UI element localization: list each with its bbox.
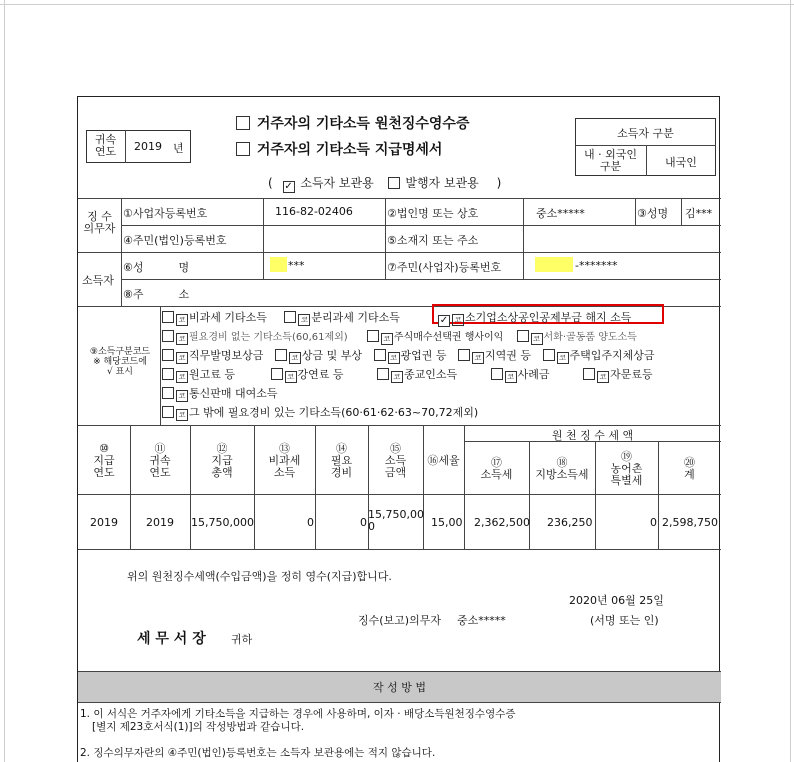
code-badge-icon: 코 <box>176 314 188 326</box>
receipt-statement: 위의 원천징수세액(수입금액)을 정히 영수(지급)합니다. <box>127 570 392 583</box>
code-badge-icon: 코 <box>391 371 403 383</box>
viewer-right-edge <box>790 0 794 762</box>
code-mailorder-checkbox[interactable] <box>162 387 174 399</box>
code-badge-icon: 코 <box>381 333 393 345</box>
title-receipt-checkbox[interactable] <box>236 116 250 130</box>
code-other-checkbox[interactable] <box>162 406 174 418</box>
cell-pay-year: 2019 <box>90 516 118 529</box>
col-local-tax: ⑱ 지방소득세 <box>535 456 589 481</box>
earner-id-value: -******* <box>575 259 618 272</box>
col-expense: ⑭ 필요 경비 <box>330 442 353 479</box>
earner-section-label: 소득자 <box>82 274 114 287</box>
code-row-1: 코 비과세 기타소득 코 분리과세 기타소득 <box>162 309 400 326</box>
instruction-1a: 1. 이 서식은 거주자에게 기타소득을 지급하는 경우에 사용하며, 이자 · 배당소득원천징수영수증 <box>80 708 516 720</box>
tax-office-title: 세 무 서 장 <box>137 631 206 647</box>
code-row-2: 코 필요경비 없는 기타소득(60,61제외) 코 주식매수선택권 행사이익 코 서화·골동품 양도소득 <box>162 328 637 345</box>
code-advisory-checkbox[interactable] <box>583 368 595 380</box>
resident-value: 내국인 <box>665 156 697 169</box>
payer-address-label: ⑤소재지 또는 주소 <box>387 234 479 247</box>
payer-corp-no-label: ④주민(법인)등록번호 <box>123 234 227 247</box>
cell-tax-rate: 15,00 <box>431 516 463 529</box>
tax-office-honorific: 귀하 <box>231 633 253 646</box>
code-smallbiz-checkbox[interactable]: ✓ <box>439 315 449 326</box>
code-smallbiz-item: ✓ 코 소기업소상공인공제부금 해지 소득 <box>439 311 632 326</box>
col-income-amount: ⑮ 소득 금액 <box>384 442 407 479</box>
title-receipt <box>236 113 469 133</box>
code-row-3: 코 직무발명보상금 코 상금 및 부상 코 광업권 등 코 지역권 등 코 주택입주지체상금 <box>162 347 655 364</box>
withholder-name: 중소***** <box>457 614 506 627</box>
code-row-5: 코 통신판매 대여소득 <box>162 385 278 402</box>
col-income-tax: ⑰ 소득세 <box>480 456 513 481</box>
code-stockoption-checkbox[interactable] <box>367 330 379 342</box>
code-artwork-checkbox[interactable] <box>517 330 529 342</box>
income-code-label: ⑨소득구분코드 ※ 해당코드에 √ 표시 <box>89 347 151 377</box>
earner-id-label: ⑦주민(사업자)등록번호 <box>387 261 502 274</box>
col-nontax: ⑬ 비과세 소득 <box>268 442 301 479</box>
cell-attr-year: 2019 <box>146 516 174 529</box>
receipt-date: 2020년 06월 25일 <box>569 594 664 607</box>
col-attr-year: ⑪ 귀속 연도 <box>149 442 171 479</box>
code-separate-checkbox[interactable] <box>284 311 296 323</box>
payer-copy-label: 발행자 보관용 <box>405 176 479 190</box>
code-badge-icon: 코 <box>557 352 569 364</box>
code-badge-icon: 코 <box>298 314 310 326</box>
payer-reg-no-label: ①사업자등록번호 <box>123 207 208 220</box>
earner-address-label: ⑧주 소 <box>123 288 190 301</box>
year-value: 2019 <box>134 140 162 153</box>
col-total-pay: ⑫ 지급 총액 <box>211 442 233 479</box>
code-badge-icon: 코 <box>176 409 188 421</box>
code-religion-checkbox[interactable] <box>377 368 389 380</box>
withholding-receipt-form <box>77 96 720 762</box>
payer-company: 중소***** <box>536 207 585 220</box>
col-tax-rate: ⑯세율 <box>427 454 460 467</box>
code-honorarium-checkbox[interactable] <box>491 368 503 380</box>
year-label: 귀속 연도 <box>94 133 117 158</box>
code-badge-icon: 코 <box>452 314 464 326</box>
cell-income-tax: 2,362,500 <box>474 516 530 529</box>
code-badge-icon: 코 <box>176 352 188 364</box>
cell-local-tax: 236,250 <box>547 516 593 529</box>
withholder-label: 징수(보고)의무자 <box>358 614 441 627</box>
earner-name-label: ⑥성 명 <box>123 261 190 274</box>
code-housing-checkbox[interactable] <box>543 349 555 361</box>
cell-total-pay: 15,750,000 <box>191 516 254 529</box>
payer-reg-no: 116-82-02406 <box>275 205 353 218</box>
payer-name: 김*** <box>685 207 713 220</box>
code-mining-checkbox[interactable] <box>374 349 386 361</box>
code-nontax-checkbox[interactable] <box>162 311 174 323</box>
code-badge-icon: 코 <box>531 333 543 345</box>
code-manuscript-checkbox[interactable] <box>162 368 174 380</box>
cell-income-amount: 15,750,00 0 <box>368 508 424 533</box>
cell-total-tax: 2,598,750 <box>662 516 718 529</box>
payer-company-label: ②법인명 또는 상호 <box>387 207 479 220</box>
earner-id-highlight <box>535 257 573 272</box>
earner-category-label: 소득자 구분 <box>617 127 674 140</box>
income-copy-label: 소득자 보관용 <box>300 176 374 190</box>
instruction-2: 2. 징수의무자란의 ④주민(법인)등록번호는 소득자 보관용에는 적지 않습니다. <box>80 747 436 759</box>
withholding-title: 원 천 징 수 세 액 <box>551 429 634 442</box>
earner-name: *** <box>288 259 305 272</box>
code-badge-icon: 코 <box>505 371 517 383</box>
code-badge-icon: 코 <box>472 352 484 364</box>
code-badge-icon: 코 <box>289 352 301 364</box>
title-statement <box>236 139 442 159</box>
code-badge-icon: 코 <box>176 371 188 383</box>
payer-section-label: 징 수 의무자 <box>83 210 116 235</box>
sign-note: (서명 또는 인) <box>590 614 659 627</box>
cell-expense: 0 <box>360 516 367 529</box>
code-badge-icon: 코 <box>176 390 188 402</box>
col-pay-year: ⑩ 지급 연도 <box>93 442 115 479</box>
payer-copy-checkbox[interactable] <box>388 177 400 189</box>
cell-rural-tax: 0 <box>650 516 657 529</box>
copy-type-row: ( ✓ 소득자 보관용 발행자 보관용 ) <box>268 176 502 192</box>
code-lecture-checkbox[interactable] <box>271 368 283 380</box>
title-statement-text: 거주자의 기타소득 지급명세서 <box>256 142 443 158</box>
title-receipt-text: 거주자의 기타소득 원천징수영수증 <box>256 116 470 132</box>
code-region-checkbox[interactable] <box>458 349 470 361</box>
viewer-left-edge <box>0 0 5 762</box>
instructions-title: 작 성 방 법 <box>373 681 426 694</box>
code-badge-icon: 코 <box>285 371 297 383</box>
instruction-1b: [별지 제23호서식(1)]의 작성방법과 같습니다. <box>92 721 305 733</box>
code-badge-icon: 코 <box>388 352 400 364</box>
code-row-6: 코 그 밖에 필요경비 있는 기타소득(60·61·62·63~70,72제외) <box>162 404 478 421</box>
code-row-4: 코 원고료 등 코 강연료 등 코 종교인소득 코 사례금 코 자문료등 <box>162 366 653 383</box>
code-badge-icon: 코 <box>597 371 609 383</box>
col-rural-tax: ⑲ 농어촌 특별세 <box>610 450 643 487</box>
code-prize-checkbox[interactable] <box>275 349 287 361</box>
cell-nontax: 0 <box>307 516 314 529</box>
earner-name-highlight <box>270 257 287 272</box>
title-statement-checkbox[interactable] <box>236 142 250 156</box>
col-total-tax: ⑳ 계 <box>684 456 695 481</box>
code-noexpense-checkbox[interactable] <box>162 330 174 342</box>
payer-name-label: ③성명 <box>637 207 669 220</box>
income-copy-checkbox[interactable]: ✓ <box>284 181 293 192</box>
resident-label: 내 · 외국인 구분 <box>584 148 637 173</box>
code-invention-checkbox[interactable] <box>162 349 174 361</box>
code-badge-icon: 코 <box>176 333 188 345</box>
viewer-top-edge <box>0 0 794 5</box>
year-unit: 년 <box>173 142 184 155</box>
